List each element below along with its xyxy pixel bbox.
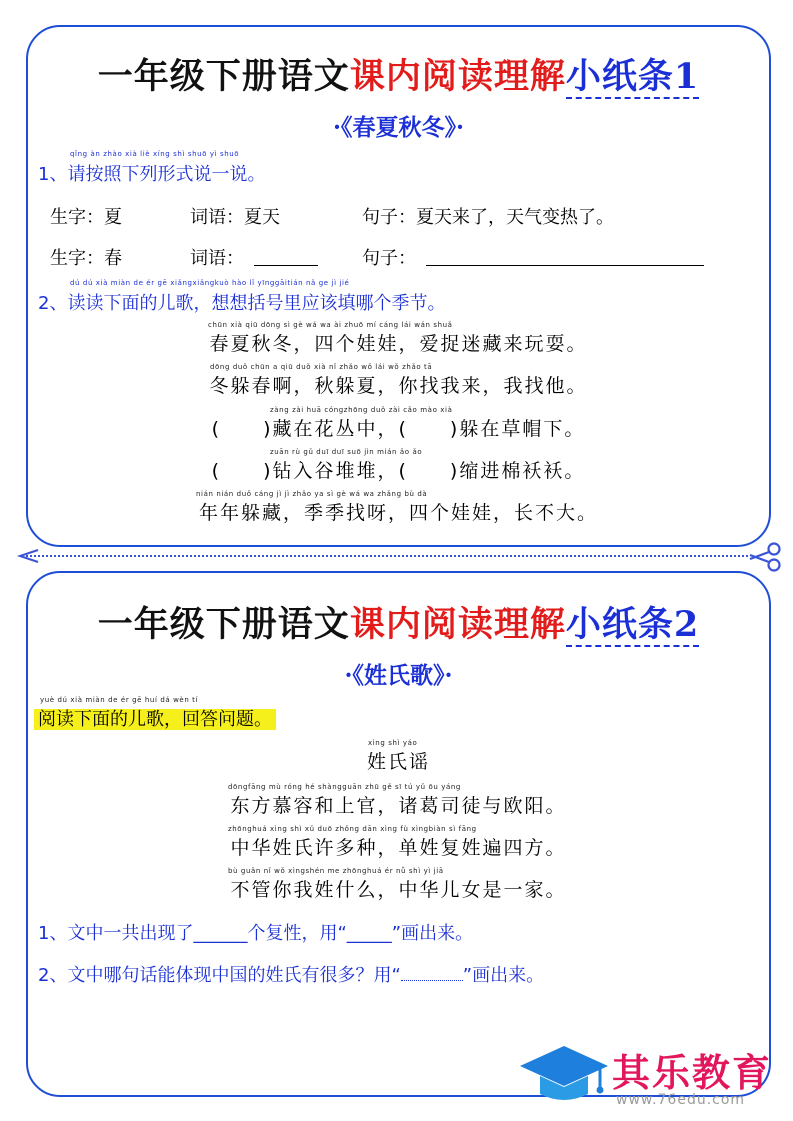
poem-line-2-pinyin: dōng duǒ chūn a qiū duǒ xià nǐ zhǎo wǒ lái wǒ zhǎo tā [210,363,433,371]
poem-line-3-pinyin: zàng zài huā cóngzhōng duǒ zài cǎo mào xià [270,406,453,414]
brand-logo [516,1040,786,1112]
intro-prompt [34,705,276,731]
title-part-note: 小纸条1 [565,56,700,97]
poem-title: 姓氏谣 [366,751,430,773]
title-part-note: 小纸条2 [565,604,700,645]
q1-row1-word: 词语：夏天 [190,207,280,228]
poem-title-pinyin: xìng shì yáo [368,739,418,747]
q1-row2-sentence-label: 句子： [362,248,416,269]
logo-url[interactable]: www.76edu.com [616,1092,746,1108]
graduation-cap-icon [516,1040,612,1110]
q1-pinyin: qǐng àn zhào xià liè xíng shì shuō yì shuō [70,150,240,158]
poem-line-4-pinyin: zuān rù gǔ duī duī suō jìn mián ǎo ǎo [270,448,423,456]
title-part-grade: 一年级下册语文 [97,604,350,645]
worksheet-card-2 [26,571,771,1097]
poem-line-2: 中华姓氏许多种，单姓复姓遍四方。 [230,837,567,859]
card-title [28,597,769,647]
poem-line-1: 春夏秋冬，四个娃娃，爱捉迷藏来玩耍。 [209,333,588,355]
question-2-text-before: 2、文中哪句话能体现中国的姓氏有很多？用“ [38,965,401,986]
q1-prompt: 1、请按照下列形式说一说。 [38,164,266,185]
question-2-blank[interactable] [401,980,463,981]
cut-line [26,555,748,557]
q1-sentence-answer-blank[interactable] [426,265,704,266]
poem-line-3[interactable]: ( )藏在花丛中，( )躲在草帽下。 [211,418,586,440]
poem-line-3: 不管你我姓什么，中华儿女是一家。 [230,879,567,901]
poem-line-2-pinyin: zhōnghuá xìng shì xǔ duō zhǒng dān xìng fù xìngbiàn sì fāng [228,825,477,833]
poem-line-5-pinyin: nián nián duǒ cáng jì jì zhǎo ya sì gè wá wa zhǎng bù dà [196,490,428,498]
q1-row2-char: 生字：春 [50,248,122,269]
poem-line-5: 年年躲藏，季季找呀，四个娃娃，长不大。 [198,502,598,524]
scissors-icon [746,541,786,573]
question-2[interactable] [38,961,544,987]
q2-pinyin: dú dú xià miàn de ér gē xiǎngxiǎngkuò hào lǐ yīnggāitián nǎ ge jì jié [70,279,350,287]
title-part-grade: 一年级下册语文 [97,56,350,97]
poem-line-1: 东方慕容和上官，诸葛司徒与欧阳。 [230,795,567,817]
intro-highlight: 阅读下面的儿歌，回答问题。 [34,709,276,730]
poem-line-3-pinyin: bù guǎn nǐ wǒ xìngshén me zhōnghuá ér nǚ shì yì jiā [228,867,444,875]
logo-name: 其乐教育 [612,1051,773,1095]
poem-line-2: 冬躲春啊，秋躲夏，你找我来，我找他。 [209,375,588,397]
q1-row1-char: 生字：夏 [50,207,122,228]
question-2-text-after: ”画出来。 [462,965,545,986]
lesson-subtitle: ·《春夏秋冬》· [332,114,464,141]
title-part-reading: 课内阅读理解 [349,604,566,645]
q1-row1-sentence: 句子：夏天来了，天气变热了。 [362,207,614,228]
intro-pinyin: yuè dú xià miàn de ér gē huí dá wèn tí [40,696,199,704]
q1-row2-word-label: 词语： [190,248,244,269]
q1-word-answer-blank[interactable] [254,265,318,266]
card-title [28,49,769,99]
title-part-reading: 课内阅读理解 [349,56,566,97]
poem-line-4[interactable]: ( )钻入谷堆堆，( )缩进棉袄袄。 [211,460,586,482]
poem-line-1-pinyin: chūn xià qiū dōng sì gè wá wa ài zhuō mí cáng lái wán shuǎ [208,321,453,329]
worksheet-card-1 [26,25,771,547]
q2-prompt: 2、读读下面的儿歌，想想括号里应该填哪个季节。 [38,293,446,314]
poem-line-1-pinyin: dōngfāng mù róng hé shàngguān zhū gě sī tú yǔ ōu yáng [228,783,461,791]
question-1[interactable]: 1、文中一共出现了______个复性，用“_____”画出来。 [38,923,474,944]
lesson-subtitle: ·《姓氏歌》· [344,662,453,689]
